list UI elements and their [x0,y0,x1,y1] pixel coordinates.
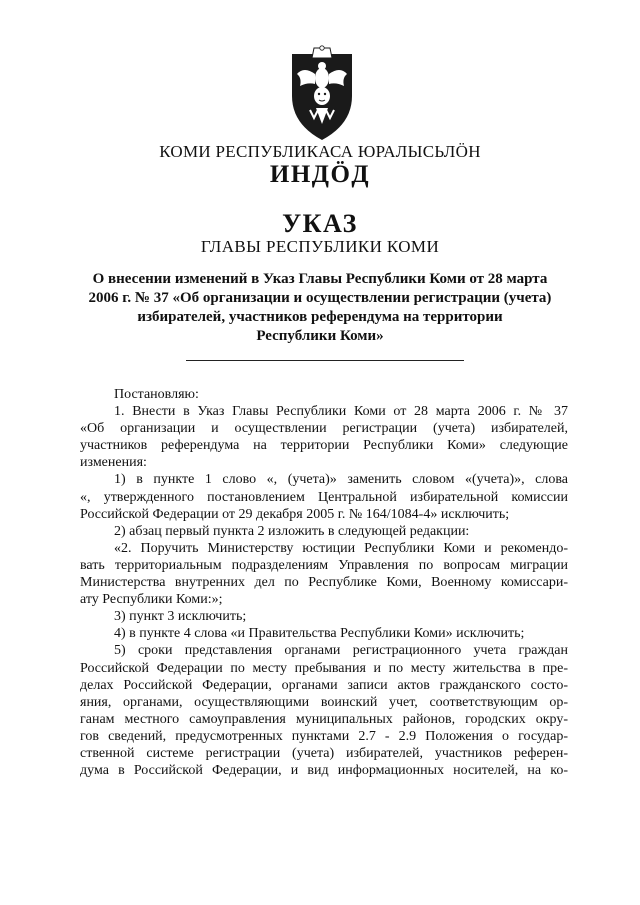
body-line: вать территориальным подразделениям Управления по вопросам миграции [80,557,568,573]
body-line: ственной системе регистрации (учета) избирателей, участников референ- [80,745,568,761]
coat-of-arms-emblem [286,44,358,144]
republic-name-komi: КОМИ РЕСПУБЛИКАСА ЮРАЛЫСЬЛÖН [159,142,481,161]
body-line: 2) абзац первый пункта 2 изложить в следующей редакции: [114,523,470,539]
body-line: 1. Внести в Указ Главы Республики Коми от 28 марта 2006 г. № 37 [114,404,568,420]
title-line: избирателей, участников референдума на территории [137,309,503,325]
body-line: 1) в пункте 1 слово «, (учета)» заменить словом «(учета)», слова [114,472,568,488]
document-title [70,270,570,346]
body-line: 5) сроки представления органами регистрационного учета граждан [114,643,568,659]
body-line: Министерства внутренних дел по Республике Коми, Военному комиссари- [80,575,568,591]
body-line: изменения: [80,455,147,471]
body-line: Российской Федерации по месту пребывания и по месту жительства в пре- [80,660,568,676]
body-line: гов сведений, предусмотренных пунктами 2.7 - 2.9 Положения о государ- [80,728,568,744]
body-line: «Об организации и осуществлении регистрации (учета) избирателей, [80,421,568,437]
body-line: Российской Федерации от 29 декабря 2005 г. № 164/1084-4» исключить; [80,506,510,522]
title-line: 2006 г. № 37 «Об организации и осуществлении регистрации (учета) [88,290,552,306]
title-line: Республики Коми» [256,328,384,344]
indod-heading: ИНДÖД [269,161,371,188]
body-line: 3) пункт 3 исключить; [114,609,247,625]
body-line: Постановляю: [114,387,199,402]
body-line: «, утвержденного постановлением Центральной избирательной комиссии [80,489,568,505]
body-line: ату Республики Коми:»; [80,592,223,608]
title-line: О внесении изменений в Указ Главы Республики Коми от 28 марта [92,271,548,287]
body-line: яния, органами, осуществляющими воинский учет, соответствующим ор- [80,694,568,710]
body-line: участников референдума на территории Республики Коми» следующие [80,438,568,454]
title-divider [186,360,464,361]
body-line: «2. Поручить Министерству юстиции Республики Коми и рекомендо- [114,540,568,556]
glavy-subheading: ГЛАВЫ РЕСПУБЛИКИ КОМИ [200,237,440,256]
body-line: дума в Российской Федерации, и вид информационных носителей, на ко- [80,763,568,779]
body-line: делах Российской Федерации, органами записи актов гражданского состо- [80,677,568,693]
document-body [80,386,568,779]
body-line: 4) в пункте 4 слова «и Правительства Республики Коми» исключить; [114,626,525,642]
body-line: ганам местного самоуправления муниципальных районов, городских окру- [80,711,568,727]
ukaz-heading: УКАЗ [282,209,358,238]
